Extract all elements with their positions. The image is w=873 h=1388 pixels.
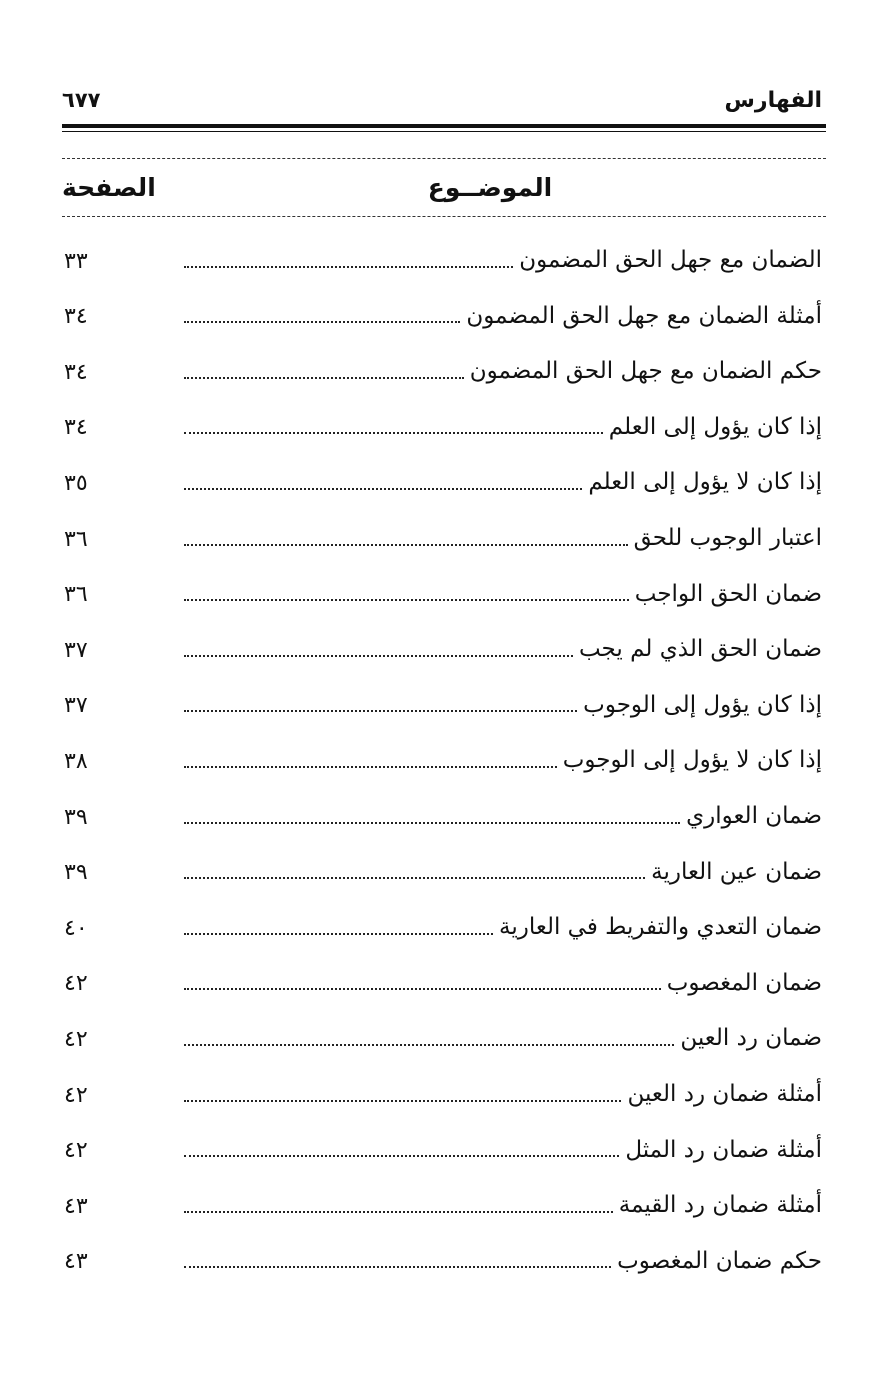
entry-title: ضمان عين العارية [651,858,822,885]
entry-page-number: ٤٢ [64,1138,88,1164]
dot-leader [184,432,603,434]
index-entry [62,722,822,778]
index-entry [62,945,822,1001]
index-entry [62,611,822,667]
index-entry [62,778,822,834]
header-rule-thin [62,131,826,132]
index-entry [62,1000,822,1056]
entry-page-number: ٣٦ [64,526,88,552]
entry-title: إذا كان يؤول إلى العلم [608,413,822,440]
entry-title: ضمان الحق الذي لم يجب [578,636,822,663]
column-header-bottom-divider [62,216,826,217]
index-entry [62,444,822,500]
index-entry [62,889,822,945]
entry-title: أمثلة ضمان رد العين [627,1081,822,1107]
entry-page-number: ٣٥ [64,470,88,496]
dot-leader [184,1100,621,1102]
index-entry [62,1112,822,1168]
entry-title: ضمان الحق الواجب [634,580,822,607]
entry-title: أمثلة الضمان مع جهل الحق المضمون [466,302,822,329]
index-entry [62,278,822,334]
entry-page-number: ٤٢ [64,1026,88,1052]
entry-title: إذا كان يؤول إلى الوجوب [583,691,822,718]
column-header-top-divider [62,158,826,159]
entry-title: أمثلة ضمان رد القيمة [618,1192,822,1219]
index-entry-list [62,222,822,1278]
entry-title: الضمان مع جهل الحق المضمون [519,247,822,274]
dot-leader [184,377,464,379]
header-page-number: ٦٧٧ [62,88,101,112]
index-entry [62,389,822,445]
index-entry [62,500,822,556]
dot-leader [184,544,628,546]
dot-leader [184,710,577,712]
entry-page-number: ٤٠ [64,915,88,941]
entry-page-number: ٣٧ [64,693,88,719]
entry-title: حكم الضمان مع جهل الحق المضمون [469,358,822,385]
dot-leader [184,933,493,935]
entry-title: ضمان العواري [686,803,822,830]
dot-leader [184,1044,674,1046]
entry-title: ضمان رد العين [680,1025,822,1052]
column-heading-page: الصفحة [62,173,156,202]
dot-leader [184,321,460,323]
index-entry [62,333,822,389]
entry-page-number: ٣٩ [64,860,88,886]
dot-leader [184,766,557,768]
entry-title: أمثلة ضمان رد المثل [625,1136,822,1163]
dot-leader [184,488,582,490]
entry-page-number: ٣٧ [64,637,88,663]
index-entry [62,556,822,612]
entry-title: حكم ضمان المغصوب [617,1247,822,1274]
entry-page-number: ٤٣ [64,1193,88,1219]
dot-leader [184,822,680,824]
dot-leader [184,1266,611,1268]
dot-leader [184,266,513,268]
entry-page-number: ٣٩ [64,804,88,830]
index-entry [62,667,822,723]
entry-page-number: ٣٣ [64,248,88,274]
entry-page-number: ٤٣ [64,1249,88,1275]
entry-title: ضمان التعدي والتفريط في العارية [499,914,822,941]
entry-title: اعتبار الوجوب للحق [633,525,822,552]
header-rule-thick [62,124,826,128]
index-entry [62,834,822,890]
index-entry [62,1167,822,1223]
entry-page-number: ٣٨ [64,748,88,774]
index-entry [62,222,822,278]
dot-leader [184,1211,613,1213]
index-entry [62,1056,822,1112]
running-header [62,88,822,118]
dot-leader [184,599,629,601]
entry-page-number: ٤٢ [64,971,88,997]
dot-leader [184,988,661,990]
entry-title: إذا كان لا يؤول إلى العلم [588,469,822,496]
entry-page-number: ٣٤ [64,304,88,330]
entry-page-number: ٣٦ [64,582,88,608]
entry-page-number: ٣٤ [64,359,88,385]
dot-leader [184,655,573,657]
index-entry [62,1223,822,1279]
dot-leader [184,1155,619,1157]
entry-page-number: ٤٢ [64,1082,88,1108]
entry-title: إذا كان لا يؤول إلى الوجوب [562,747,822,774]
dot-leader [184,877,645,879]
entry-page-number: ٣٤ [64,415,88,441]
header-title: الفهارس [724,88,822,113]
column-heading-topic: الموضــوع [427,173,553,202]
entry-title: ضمان المغصوب [666,969,822,996]
